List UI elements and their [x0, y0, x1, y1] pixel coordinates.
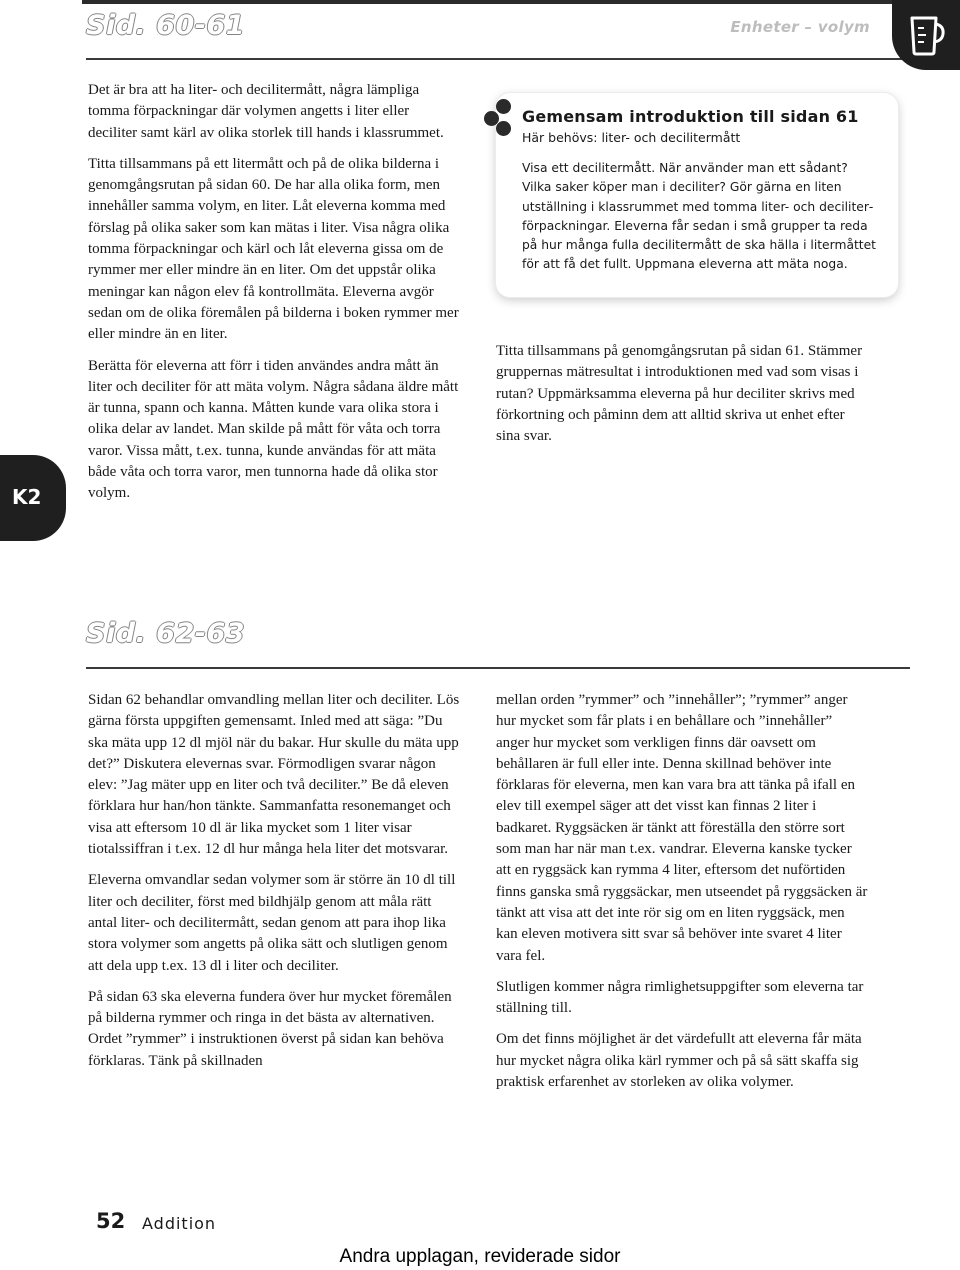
side-tab-k2: [0, 455, 66, 541]
intro-box: [496, 93, 898, 297]
section-rule: [86, 667, 910, 669]
intro-box-body: Visa ett decilitermått. När använder man ett sådant? Vilka saker köper man i deciliter? Gör gärna en liten utställning i klassrummet med tomma liter- och deciliterförpackningar. Eleverna får sedan i små grupper ta reda på hur många fulla decilitermått de ska hälla i litermåttet för att få det fullt. Uppmana eleverna att mäta noga.: [522, 161, 877, 272]
paragraph: Titta tillsammans på ett litermått och på de olika bilderna i genomgångsrutan på sidan 60. De har alla olika form, men innehåller samma volym, en liter. Låt eleverna komma med förslag på olika saker som kan mätas i liter. Visa några olika tomma förpackningar och kärl och låt eleverna gissa om de rymmer mer eller mindre än en liter. Om det uppstår olika meningar kan någon elev få kontrollmäta. Eleverna avgör sedan om de olika föremålen på bilderna i boken rymmer mer eller mindre än en liter.: [88, 155, 459, 343]
paragraph: mellan orden ”rymmer” och ”innehåller”; ”rymmer” anger hur mycket som får plats i en behållare och ”innehåller” anger hur mycket som verkligen finns där oavsett om behållaren är full eller inte. Denna skillnad behöver inte förklaras för eleverna, men kan vara bra att tänka på ifall en elev till exempel säger att det visst kan finnas 2 liter i badkaret. Ryggsäcken är tänkt att föreställa den större sort som man har när man t.ex. vandrar. Eleverna kanske tycker att en ryggsäck kan rymma 4 liter, eftersom det nuförtiden finns ganska små ryggsäckar, men utseendet på ryggsäcken är tänkt att visa att det inte rör sig om en liten ryggsäck, men kan eleven motivera sitt svar så behöver inte svaret 4 liter vara fel.: [496, 692, 868, 964]
section1-left-column: [88, 80, 460, 515]
paragraph: På sidan 63 ska eleverna fundera över hur mycket föremålen på bilderna rymmer och ringa in det bästa av alternativen. Ordet ”rymmer” i instruktionen överst på sidan kan behöva förklaras. Tänk på skillnaden: [88, 988, 452, 1069]
measuring-jug-icon: [906, 12, 946, 56]
paragraph: Det är bra att ha liter- och decilitermått, några lämpliga tomma förpackningar där volymen angetts i liter eller deciliter samt kärl av olika storlek till hands i klassrummet.: [88, 82, 444, 141]
chapter-unit-title: Enheter – volym: [730, 18, 870, 36]
dots-icon: [484, 99, 528, 139]
paragraph: Titta tillsammans på genomgångsrutan på sidan 61. Stämmer gruppernas mätresultat i introduktionen med vad som visas i rutan? Uppmärksamma eleverna på hur deciliter skrivs med förkortning och påminn dem att alltid skriva ut enhet efter sina svar.: [496, 343, 863, 445]
section2-left-column: [88, 690, 460, 1082]
paragraph: Sidan 62 behandlar omvandling mellan liter och deciliter. Lös gärna första uppgiften gemensamt. Inled med att säga: ”Du ska mäta upp 12 dl mjöl när du bakar. Hur skulle du mäta upp det?” Diskutera elevernas svar. Förmodligen svarar någon elev: ”Jag mäter upp en liter och två deciliter.” Be då eleven förklara hur han/hon tänkte. Sammanfatta resonemanget och visa att eftersom 10 dl är lika mycket som 1 liter visar tiotalssiffran i t.ex. 12 dl hur många hela liter det motsvarar.: [88, 692, 460, 858]
paragraph: Slutligen kommer några rimlighetsuppgifter som eleverna tar ställning till.: [496, 978, 864, 1017]
paragraph: Om det finns möjlighet är det värdefullt att eleverna får mäta hur mycket några olika kärl rymmer och på så sätt skaffa sig praktisk erfarenhet av storleken av olika volymer.: [496, 1031, 862, 1091]
intro-box-materials: Här behövs: liter- och decilitermått: [522, 130, 741, 145]
paragraph: Berätta för eleverna att förr i tiden användes andra mått än liter och deciliter för att mäta volym. Några sådana äldre mått är tunna, spann och kanna. Måtten kunde vara olika stora i olika delar av landet. Man skilde på mått för våta och torra varor. Vissa mått, t.ex. tunna, kunde användas för att mäta både våta och torra varor, men tunnorna hade då olika stor volym.: [88, 357, 459, 502]
section1-right-column: [496, 341, 866, 457]
section-rule: [86, 58, 902, 60]
page-number: 52: [96, 1209, 126, 1233]
section-title-62-63: Sid. 62-63: [86, 618, 246, 649]
paragraph: Eleverna omvandlar sedan volymer som är större än 10 dl till liter och deciliter, först med bildhjälp genom att måla rätt antal liter- och decilitermått, sedan genom att para ihop lika stora volymer som angetts på olika sätt och slutligen genom att dela upp t.ex. 13 dl i liter och deciliter.: [88, 872, 456, 974]
edition-note: Andra upplagan, reviderade sidor: [339, 1246, 621, 1267]
side-tab-label: K2: [12, 485, 42, 509]
section-title-60-61: Sid. 60-61: [86, 10, 246, 41]
top-rule: [82, 0, 902, 4]
chapter-label: Addition: [142, 1214, 217, 1233]
section2-right-column: [496, 690, 868, 1103]
intro-box-title: Gemensam introduktion till sidan 61: [522, 107, 859, 126]
icon-tab: [892, 0, 960, 70]
